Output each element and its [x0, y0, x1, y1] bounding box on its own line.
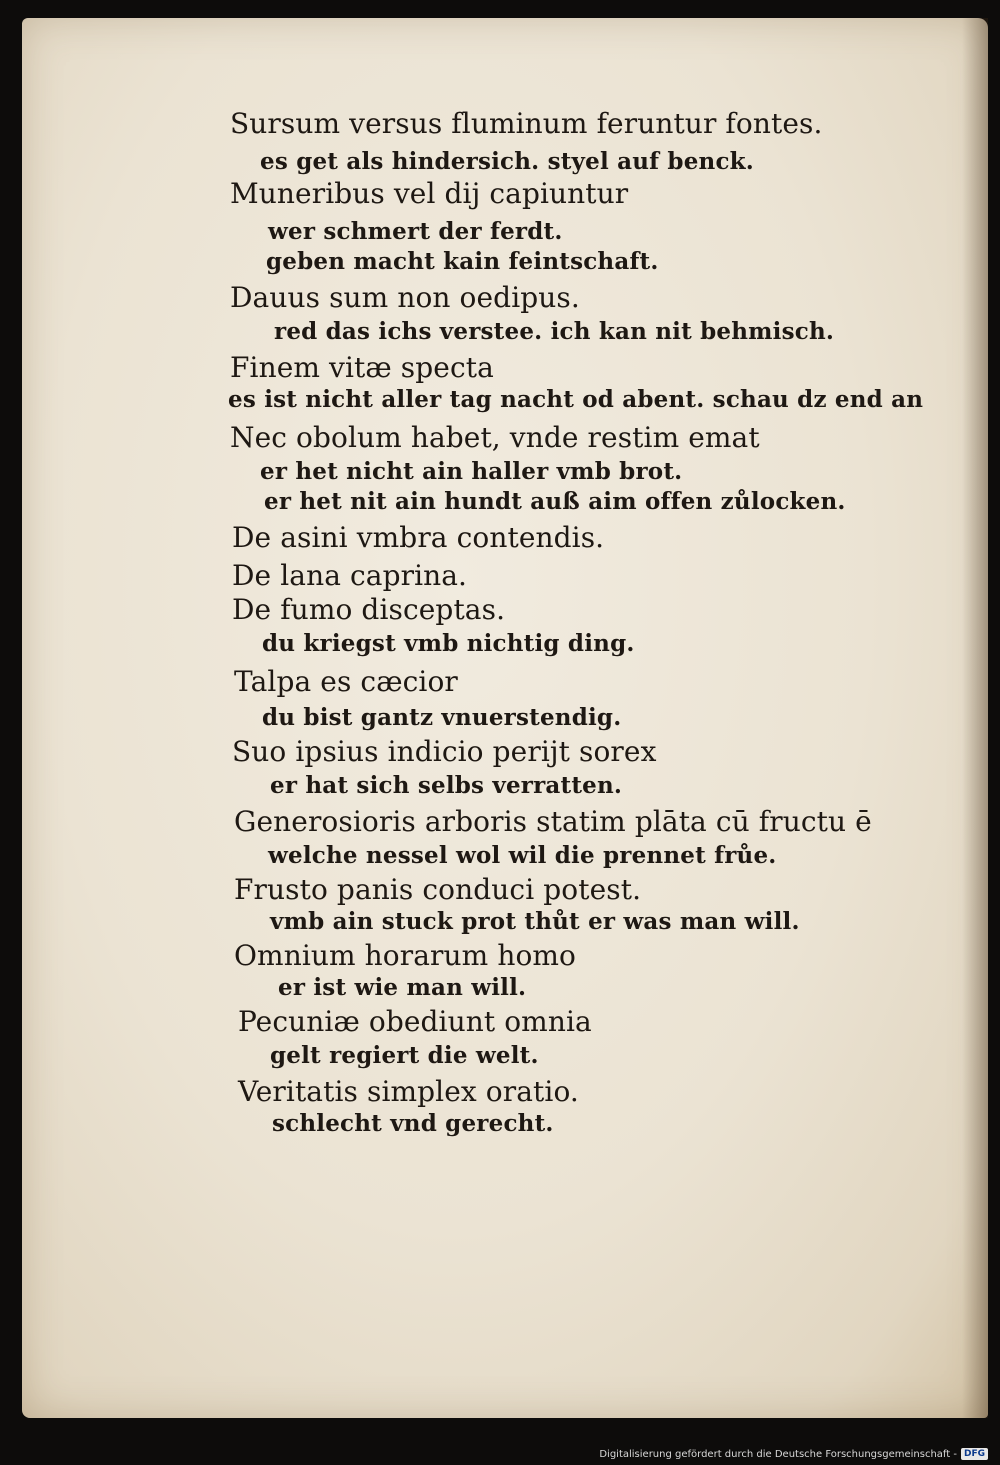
- text-line-3: Muneribus vel dij capiuntur: [230, 177, 629, 210]
- text-line-20: er hat sich selbs verratten.: [270, 772, 623, 799]
- text-line-14: De lana caprina.: [232, 559, 468, 592]
- text-line-29: Veritatis simplex oratio.: [238, 1075, 579, 1108]
- digitization-credit: [599, 1448, 988, 1460]
- text-line-27: Pecuniæ obediunt omnia: [238, 1005, 592, 1038]
- page-spine-shadow: [962, 18, 988, 1418]
- text-line-4: wer schmert der ferdt.: [268, 218, 563, 245]
- credit-text: Digitalisierung gefördert durch die Deutsche Forschungsgemeinschaft -: [599, 1448, 957, 1460]
- text-line-8: Finem vitæ specta: [230, 351, 494, 384]
- text-line-5: geben macht kain feintschaft.: [266, 248, 659, 275]
- text-line-30: schlecht vnd gerecht.: [272, 1110, 554, 1137]
- text-line-24: vmb ain stuck prot thůt er was man will.: [270, 908, 800, 935]
- text-line-9: es ist nicht aller tag nacht od abent. schau dz end an: [228, 386, 924, 413]
- dfg-logo: DFG: [961, 1448, 988, 1460]
- text-line-12: er het nit ain hundt auß aim offen zůlocken.: [264, 488, 846, 515]
- text-line-13: De asini vmbra contendis.: [232, 521, 605, 554]
- text-line-26: er ist wie man will.: [278, 974, 527, 1001]
- text-line-28: gelt regiert die welt.: [270, 1042, 539, 1069]
- text-line-15: De fumo disceptas.: [232, 593, 506, 626]
- text-line-10: Nec obolum habet, vnde restim emat: [230, 421, 760, 454]
- text-line-6: Dauus sum non oedipus.: [230, 281, 580, 314]
- text-line-7: red das ichs verstee. ich kan nit behmisch.: [274, 318, 835, 345]
- text-line-18: du bist gantz vnuerstendig.: [262, 704, 622, 731]
- text-line-21: Generosioris arboris statim plāta cū fructu ē: [234, 805, 872, 838]
- text-line-23: Frusto panis conduci potest.: [234, 873, 642, 906]
- text-line-17: Talpa es cæcior: [234, 665, 458, 698]
- text-line-22: welche nessel wol wil die prennet frůe.: [268, 842, 777, 869]
- text-line-11: er het nicht ain haller vmb brot.: [260, 458, 683, 485]
- text-line-25: Omnium horarum homo: [234, 939, 577, 972]
- text-line-2: es get als hindersich. styel auf benck.: [260, 148, 755, 175]
- text-line-19: Suo ipsius indicio perijt sorex: [232, 735, 657, 768]
- text-line-16: du kriegst vmb nichtig ding.: [262, 630, 635, 657]
- book-page: [22, 18, 988, 1418]
- text-line-1: Sursum versus fluminum feruntur fontes.: [230, 107, 823, 140]
